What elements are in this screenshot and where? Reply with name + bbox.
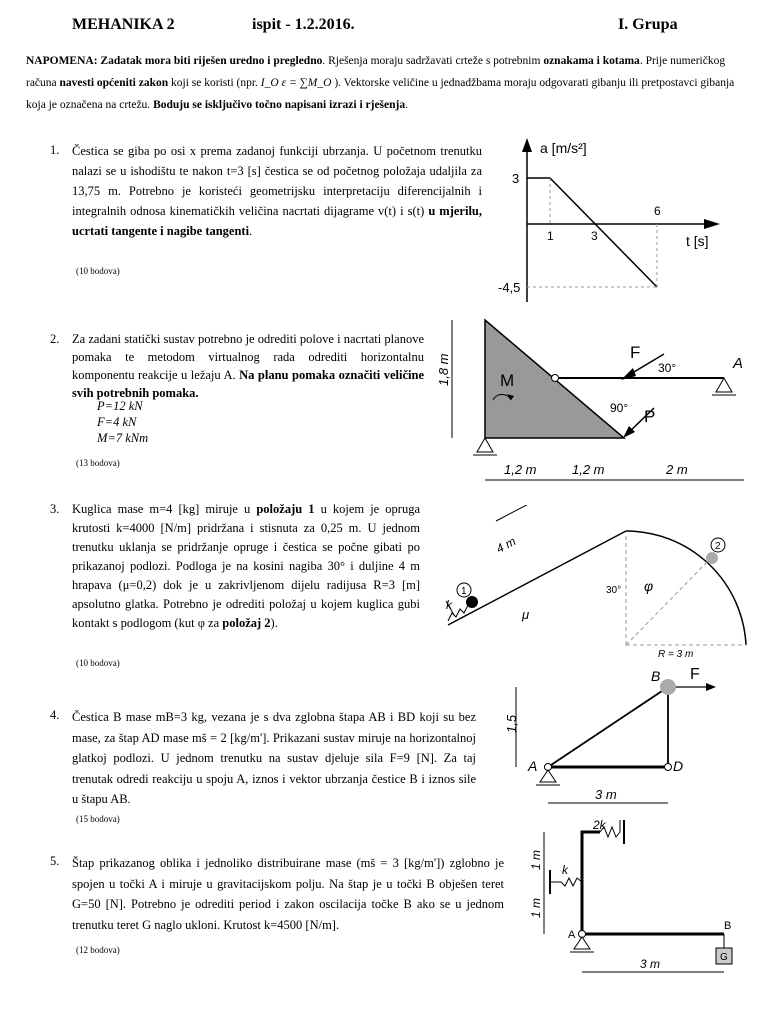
y-arrow-icon bbox=[522, 138, 532, 152]
x-arrow-icon bbox=[704, 219, 720, 229]
rod-vertical bbox=[582, 832, 600, 934]
fig5-A: A bbox=[568, 929, 576, 941]
exam-title: MEHANIKA 2 bbox=[72, 16, 175, 33]
fig1-ylabel: a [m/s²] bbox=[540, 140, 587, 156]
force-F-arrow-icon bbox=[706, 683, 716, 691]
fig3-k: k bbox=[446, 598, 452, 612]
problem-5-points: (12 bodova) bbox=[76, 945, 120, 955]
problem-5-number: 5. bbox=[50, 854, 60, 868]
fig4-A: A bbox=[528, 758, 538, 774]
exam-group: I. Grupa bbox=[618, 16, 678, 33]
dim-4m bbox=[496, 505, 626, 521]
support-A bbox=[540, 770, 556, 782]
fig5-k: k bbox=[562, 863, 568, 877]
problem-1-bold: u mjerilu, ucrtati tangente i nagibe tangenti bbox=[72, 204, 482, 238]
fig2-dim3: 2 m bbox=[666, 462, 688, 477]
note-paragraph bbox=[26, 50, 746, 116]
fig3-phi: φ bbox=[644, 578, 654, 594]
problem-1-number: 1. bbox=[50, 143, 60, 157]
fig1-ytop: 3 bbox=[512, 171, 520, 186]
fig1-xlabel: t [s] bbox=[686, 233, 709, 249]
figure-3-ramp bbox=[436, 505, 756, 665]
note-text-2: . Prije numeričkog računa bbox=[26, 55, 726, 89]
exam-date: ispit - 1.2.2016. bbox=[252, 16, 355, 33]
note-text-4: ). Vektorske veličine u jednadžbama moraju odgovarati gibanju ili pretpostavci gibanja koja je označena na crtežu. bbox=[26, 77, 735, 111]
problem-3-bold2: položaj 2 bbox=[222, 616, 271, 630]
problem-2-text bbox=[72, 330, 424, 402]
particle-B bbox=[660, 679, 676, 695]
fig4-w: 3 m bbox=[595, 787, 617, 802]
fig5-G: G bbox=[720, 952, 728, 963]
param-M: M=7 kNm bbox=[97, 431, 149, 445]
note-bold-4: Boduju se isključivo točno napisani izrazi i rješenja bbox=[153, 99, 406, 111]
fig1-ybottom: -4,5 bbox=[498, 280, 521, 295]
fig2-dim2: 1,2 m bbox=[572, 462, 605, 477]
note-label: NAPOMENA: bbox=[26, 55, 98, 67]
fig3-R: R = 3 m bbox=[658, 649, 694, 660]
problem-1-points: (10 bodova) bbox=[76, 266, 120, 276]
problem-2-params bbox=[97, 398, 148, 446]
problem-2-number: 2. bbox=[50, 332, 60, 346]
note-text-5: . bbox=[405, 99, 408, 111]
problem-3-number: 3. bbox=[50, 502, 60, 516]
support-left bbox=[477, 438, 493, 452]
problem-1-tail: . bbox=[249, 224, 253, 238]
slope-surface bbox=[448, 531, 626, 625]
hinge bbox=[552, 375, 559, 382]
fig2-A: A bbox=[733, 355, 744, 372]
problem-5-text: Štap prikazanog oblika i jednoliko distribuirane mase (mš = 3 [kg/m']) zglobno je spojen u točki A i miruje u gravitacijskom polju. Na štap je u točki B obješen teret G=50 [N]. Potrebno je odrediti period i zakon oscilacija točke B ako se u jednom trenutku teret G naglo ukloni. Krutost k=4500 [N/m]. bbox=[72, 856, 504, 932]
fig2-M: M bbox=[500, 371, 515, 390]
fig3-p2: 2 bbox=[715, 541, 721, 552]
fig1-x3: 3 bbox=[591, 229, 598, 243]
param-P: P=12 kN bbox=[97, 399, 143, 413]
fig3-mu: μ bbox=[522, 607, 530, 622]
fig2-P: P bbox=[644, 407, 656, 426]
problem-3-body2: u kojem je opruga krutosti k=4000 [N/m] pridržana i stisnuta za 0,25 m. U jednom trenutku uklanja se pridržanje opruge i čestica se počne gibati po prikazanoj podlozi. Podloga je na kosini nagiba 30° i duljine 4 m hrapava (μ=0,2) dok je u zakrivljenom dijelu radijusa R=3 [m] apsolutno glatka. Potrebno je odrediti položaj u kojem kuglica gubi kontakt s podlogom (kut φ za bbox=[72, 502, 420, 630]
fig3-p1: 1 bbox=[461, 586, 467, 597]
figure-5-rod bbox=[514, 812, 754, 982]
problem-1-text bbox=[72, 141, 482, 241]
param-F: F=4 kN bbox=[97, 415, 137, 429]
fig5-k2: 2k bbox=[593, 818, 606, 832]
fig1-x6: 6 bbox=[654, 204, 661, 218]
fig2-dim1: 1,2 m bbox=[504, 462, 537, 477]
problem-4-number: 4. bbox=[50, 708, 60, 722]
note-bold-1: Zadatak mora biti riješen uredno i pregledno bbox=[100, 55, 323, 67]
fig4-F: F bbox=[690, 666, 700, 683]
fig4-D: D bbox=[673, 758, 684, 774]
support-A bbox=[574, 937, 590, 949]
fig4-B: B bbox=[651, 668, 661, 684]
problem-3-text bbox=[72, 500, 420, 633]
problem-3-body: Kuglica mase m=4 [kg] miruje u bbox=[72, 502, 251, 516]
phi-guide bbox=[626, 561, 708, 645]
note-formula: I_O ε = ∑M_O bbox=[260, 77, 332, 89]
hinge-D bbox=[665, 764, 672, 771]
fig4-h: 1,5 bbox=[504, 714, 519, 733]
fig5-h1: 1 m bbox=[529, 849, 543, 870]
note-bold-2: oznakama i kotama bbox=[543, 55, 640, 67]
fig2-ang90: 90° bbox=[610, 401, 629, 415]
fig3-ang30: 30° bbox=[606, 585, 622, 596]
spring-k-icon bbox=[561, 878, 582, 886]
fig2-F: F bbox=[630, 343, 641, 362]
note-text-3: koji se koristi (npr. bbox=[168, 77, 261, 89]
problem-3-points: (10 bodova) bbox=[76, 658, 120, 668]
problem-4-points: (15 bodova) bbox=[76, 814, 120, 824]
fig2-dim-h: 1,8 m bbox=[436, 353, 451, 386]
problem-3-bold: položaju 1 bbox=[256, 502, 315, 516]
fig3-len: 4 m bbox=[493, 534, 519, 556]
fig2-ang30: 30° bbox=[658, 361, 677, 375]
figure-4-truss bbox=[496, 665, 736, 810]
fig5-w: 3 m bbox=[640, 957, 661, 971]
problem-1-body: Čestica se giba po osi x prema zadanoj funkciji ubrzanja. U početnom trenutku nalazi se u ishodištu te nakon t=3 [s] čestica se od početnog položaja udaljila za 13,75 m. Potrebno je koristeći geometrijsku interpretaciju diferencijalnih i integralnih odnosa kinematičkih veličina nacrtati dijagrame v(t) i s(t) bbox=[72, 144, 482, 218]
problem-2-points: (13 bodova) bbox=[76, 458, 120, 468]
bar-AB bbox=[548, 687, 668, 767]
figure-1-acceleration-diagram bbox=[490, 132, 730, 307]
note-bold-3: navesti općeniti zakon bbox=[59, 77, 169, 89]
problem-4-text: Čestica B mase mB=3 kg, vezana je s dva zglobna štapa AB i BD koji su bez mase, za štap AD mase mš = 2 [kg/m']. Prikazani sustav miruje na horizontalnoj glatkoj podlozi. U jednom trenutku na sustav djeluje sila F=9 [N]. Za taj trenutak odredi reakciju u spoju A, iznos i vektor ubrzanja čestice B i iznos sile u štapu AB. bbox=[72, 710, 476, 806]
fig5-h2: 1 m bbox=[529, 897, 543, 918]
support-A bbox=[716, 378, 732, 392]
note-text-1: . Rješenja moraju sadržavati crteže s potrebnim bbox=[322, 55, 544, 67]
problem-2-body: Za zadani statički sustav potrebno je odrediti polove i nacrtati planove pomaka te metodom virtualnog rada odrediti horizontalnu komponentu reakcije u ležaju A. bbox=[72, 332, 424, 382]
problem-3-tail: ). bbox=[270, 616, 278, 630]
fig5-B: B bbox=[724, 920, 732, 932]
figure-2-static-system bbox=[428, 310, 758, 490]
problem-2-bold: Na planu pomaka označiti veličine svih potrebnih pomaka. bbox=[72, 368, 424, 400]
ball-2 bbox=[706, 552, 718, 564]
fig1-x1: 1 bbox=[547, 229, 554, 243]
